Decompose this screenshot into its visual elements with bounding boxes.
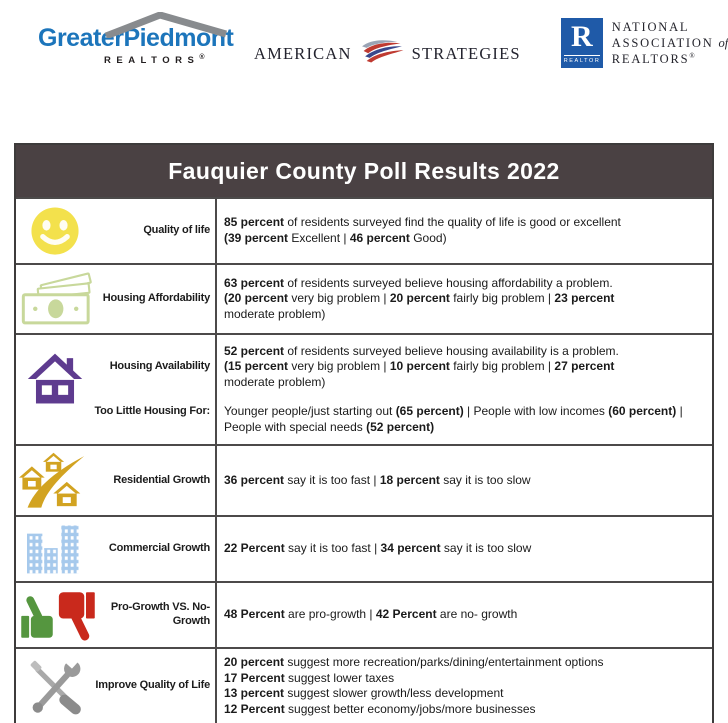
row-label: Residential Growth xyxy=(113,473,210,486)
row-header-cell xyxy=(16,517,217,581)
american-strategies-logo xyxy=(254,37,521,70)
table-row xyxy=(16,515,712,581)
thumbs-icon xyxy=(19,587,97,643)
row-label: Too Little Housing For: xyxy=(94,404,210,417)
poll-text: 63 percent of residents surveyed believe housing affordability a problem. xyxy=(224,275,613,290)
row-labels xyxy=(91,339,210,440)
row-labels xyxy=(97,601,210,629)
poll-results-table xyxy=(14,143,714,723)
greater-piedmont-wordmark: GreaterPiedmont xyxy=(38,24,234,52)
greater-piedmont-realtors-label: REALTORS® xyxy=(104,54,205,67)
house-icon xyxy=(19,339,91,440)
row-labels xyxy=(91,474,210,488)
flag-swoosh-icon xyxy=(359,37,405,70)
row-labels xyxy=(91,224,210,238)
poll-text: (39 percent Excellent | 46 percent Good) xyxy=(224,231,447,245)
table-row xyxy=(16,444,712,515)
realtor-r-icon: R REALTOR xyxy=(561,18,603,68)
row-header-cell xyxy=(16,446,217,515)
nar-logo xyxy=(561,18,728,68)
poll-text: 36 percent say it is too fast | 18 percent say it is too slow xyxy=(224,472,531,487)
row-header-cell xyxy=(16,265,217,333)
row-label: Quality of life xyxy=(143,224,210,237)
row-label: Improve Quality of Life xyxy=(95,679,210,692)
table-body xyxy=(16,197,712,723)
table-row xyxy=(16,647,712,723)
poll-text: 85 percent of residents surveyed find the quality of life is good or excellent xyxy=(224,215,621,230)
nar-wordmark xyxy=(612,18,728,68)
registered-mark: ® xyxy=(199,54,205,61)
row-labels xyxy=(91,679,210,693)
poll-text: 20 percent suggest more recreation/parks/dining/entertainment options xyxy=(224,655,604,669)
poll-text: (15 percent very big problem | 10 percent fairly big problem | 27 percent moderate problem) xyxy=(224,359,615,389)
roof-icon xyxy=(104,12,230,43)
poll-text: 17 Percent suggest lower taxes xyxy=(224,670,395,685)
row-label: Commercial Growth xyxy=(108,542,210,555)
row-labels xyxy=(91,542,210,556)
table-row xyxy=(16,263,712,333)
row-result-cell xyxy=(217,265,712,333)
row-header-cell xyxy=(16,649,217,723)
nar-line3: REALTORS® xyxy=(611,51,695,66)
row-labels xyxy=(101,292,210,306)
row-result-cell xyxy=(217,583,712,647)
logo-bar xyxy=(0,0,728,96)
table-title: Fauquier County Poll Results 2022 xyxy=(16,145,712,197)
nar-line1: NATIONAL xyxy=(611,20,690,34)
poll-text: 52 percent of residents surveyed believe housing availability is a problem. xyxy=(224,343,619,358)
buildings-icon xyxy=(19,521,91,577)
row-result-cell xyxy=(217,517,712,581)
table-row xyxy=(16,333,712,444)
row-result-cell xyxy=(217,199,712,263)
row-result-cell xyxy=(217,446,712,515)
nar-line2: ASSOCIATION of xyxy=(611,36,728,50)
smiley-icon xyxy=(19,205,91,257)
row-result-cell xyxy=(217,649,712,723)
row-header-cell xyxy=(16,583,217,647)
strategies-label: STRATEGIES xyxy=(411,43,521,63)
poll-text: 22 Percent say it is too fast | 34 percent say it is too slow xyxy=(224,541,532,556)
poll-text: 48 Percent are pro-growth | 42 Percent are no- growth xyxy=(224,607,518,622)
poll-text: 13 percent suggest slower growth/less development xyxy=(224,686,504,701)
row-label: Housing Affordability xyxy=(102,292,210,305)
row-result-cell xyxy=(217,335,712,444)
row-header-cell xyxy=(16,199,217,263)
registered-mark: ® xyxy=(689,51,695,60)
table-row xyxy=(16,581,712,647)
row-label: Housing Availability xyxy=(109,360,210,373)
greater-piedmont-logo xyxy=(38,10,240,66)
row-label: Pro-Growth VS. No-Growth xyxy=(110,601,210,627)
tools-icon xyxy=(19,657,91,715)
houses-swoosh-icon xyxy=(19,452,91,510)
poll-text: 12 Percent suggest better economy/jobs/more businesses xyxy=(224,701,536,716)
table-row xyxy=(16,197,712,263)
poll-text: Younger people/just starting out (65 percent) | People with low incomes (60 percent) | People with special needs (52 percent) xyxy=(224,404,683,434)
money-icon xyxy=(19,270,101,328)
row-header-cell xyxy=(16,335,217,444)
american-label: AMERICAN xyxy=(254,43,352,63)
poll-text: (20 percent very big problem | 20 percent fairly big problem | 23 percent moderate problem) xyxy=(224,291,615,321)
